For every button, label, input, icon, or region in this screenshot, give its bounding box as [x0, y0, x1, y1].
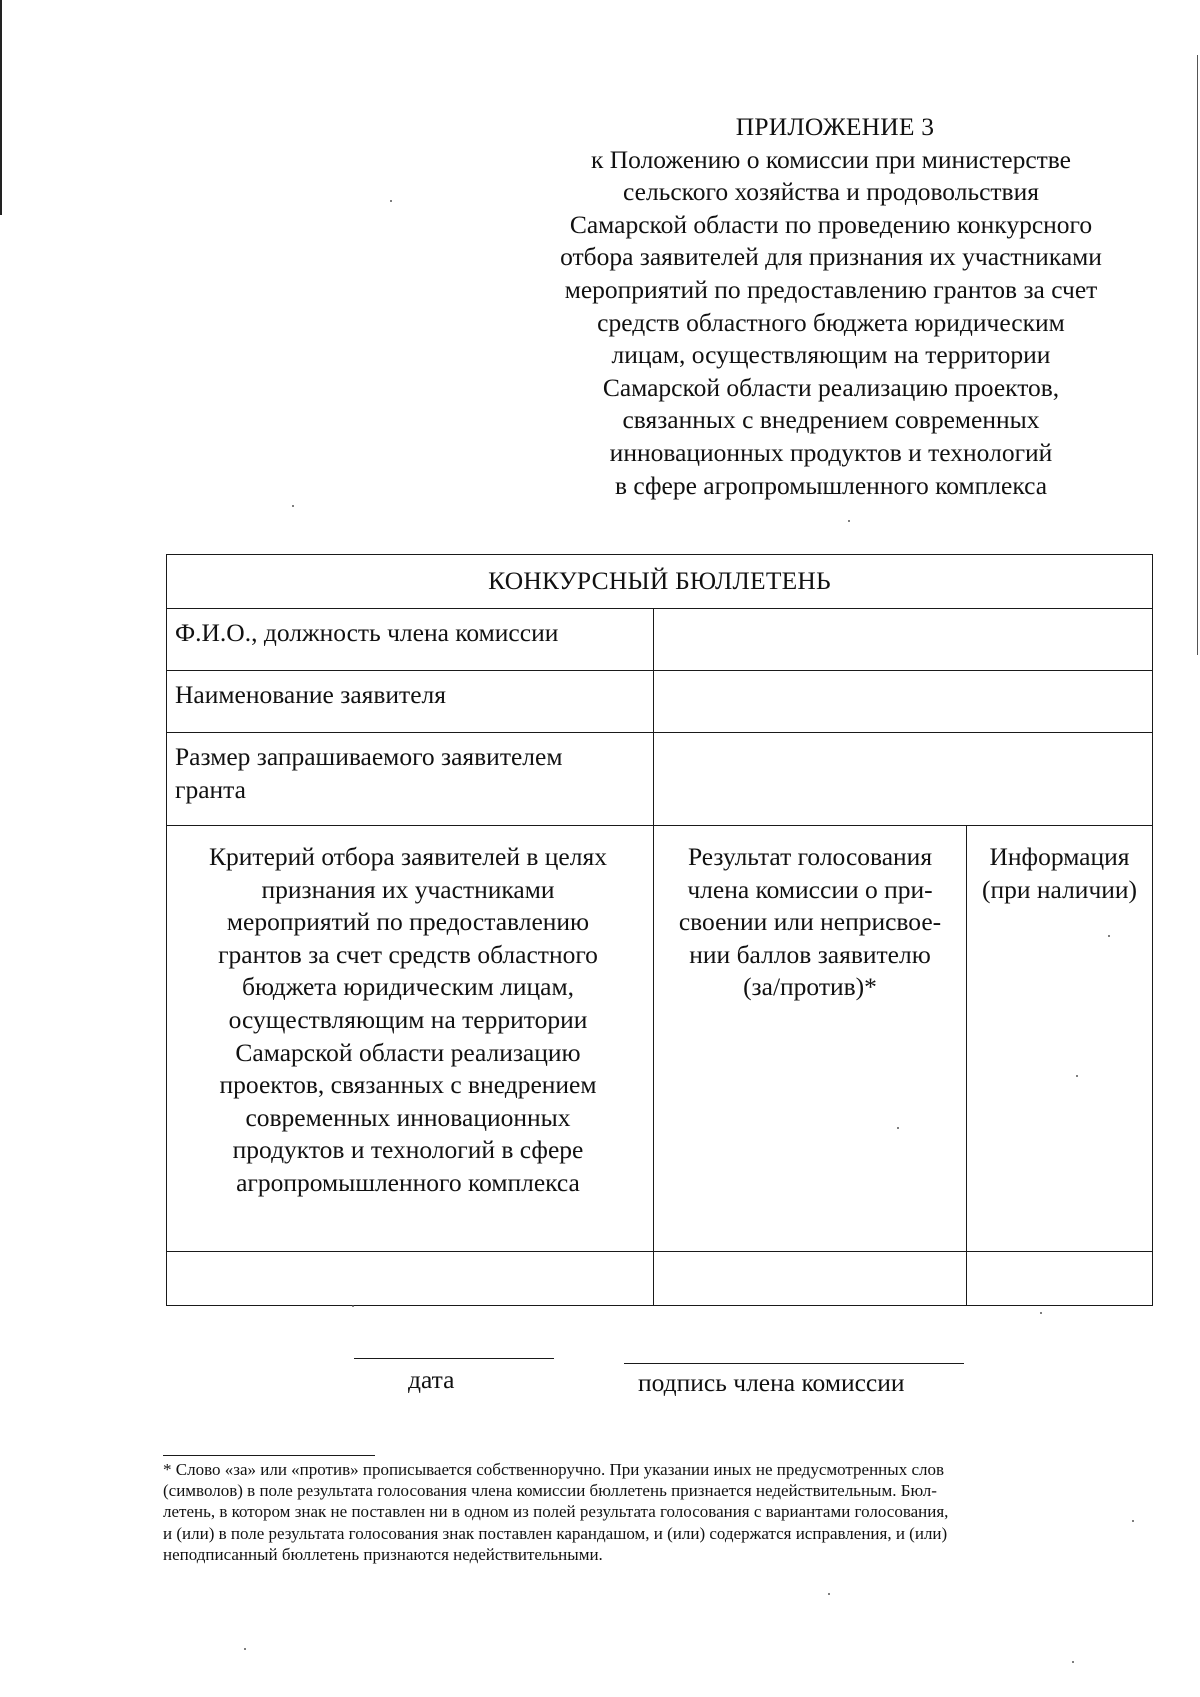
- criteria-header-line: современных инновационных: [245, 1102, 571, 1132]
- scan-speck: [1108, 935, 1110, 937]
- criteria-header-row: [167, 826, 1153, 1252]
- appendix-line: сельского хозяйства и продовольствия: [623, 177, 1039, 207]
- appendix-line: Самарской области по проведению конкурсного: [569, 209, 1093, 239]
- appendix-line: связанных с внедрением современных: [622, 405, 1040, 435]
- signature-line[interactable]: [624, 1363, 964, 1364]
- footnote: [163, 1459, 1111, 1565]
- ballot-entry-row: [167, 1252, 1153, 1306]
- grant-field[interactable]: [654, 733, 1153, 826]
- criteria-header-line: бюджета юридическим лицам,: [241, 972, 574, 1002]
- info-entry-cell[interactable]: [967, 1252, 1153, 1306]
- scan-speck: [1076, 1075, 1078, 1077]
- info-header: [967, 826, 1153, 1252]
- scan-speck: [352, 1305, 354, 1307]
- scan-edge-right: [1197, 55, 1198, 655]
- vote-header-line: Результат голосования: [687, 842, 933, 871]
- applicant-label: Наименование заявителя: [167, 671, 654, 733]
- grant-label: [167, 733, 654, 826]
- criteria-header-line: продуктов и технологий в сфере: [232, 1135, 584, 1165]
- date-line[interactable]: [354, 1358, 554, 1359]
- criteria-header: [167, 826, 654, 1252]
- appendix-line: отбора заявителей для признания их участниками: [560, 242, 1102, 272]
- fio-row: [167, 609, 1153, 671]
- date-label: дата: [408, 1365, 455, 1394]
- appendix-title: ПРИЛОЖЕНИЕ 3: [735, 112, 935, 141]
- vote-header-line: члена комиссии о при-: [687, 874, 933, 904]
- vote-header-line: своении или неприсвое-: [678, 907, 942, 937]
- footnote-line: (символов) в поле результата голосования члена комиссии бюллетень признается недействительным. Бюл-: [163, 1481, 937, 1501]
- footnote-line: летень, в котором знак не поставлен ни в одном из полей результата голосования с вариантами голосования,: [163, 1502, 949, 1522]
- vote-header: [654, 826, 967, 1252]
- criteria-header-line: проектов, связанных с внедрением: [219, 1070, 597, 1100]
- scan-edge-left: [0, 0, 2, 215]
- ballot-table: [166, 554, 1153, 1306]
- appendix-line: Самарской области реализацию проектов,: [602, 372, 1060, 402]
- criteria-header-line: осуществляющим на территории: [228, 1004, 588, 1034]
- grant-row: [167, 733, 1153, 826]
- info-header-line: (при наличии): [981, 874, 1138, 904]
- appendix-line: средств областного бюджета юридическим: [597, 307, 1065, 337]
- appendix-line: инновационных продуктов и технологий: [609, 437, 1053, 467]
- vote-header-line: нии баллов заявителю: [689, 939, 931, 969]
- criterion-entry-cell[interactable]: [167, 1252, 654, 1306]
- criteria-header-line: мероприятий по предоставлению: [226, 907, 590, 937]
- applicant-row: [167, 671, 1153, 733]
- appendix-header: [510, 111, 1152, 502]
- info-header-line: Информация: [989, 842, 1130, 871]
- scan-speck: [292, 505, 294, 507]
- grant-label-line: Размер запрашиваемого заявителем: [175, 742, 563, 771]
- signature-label: подпись члена комиссии: [638, 1368, 905, 1397]
- footnote-line: и (или) в поле результата голосования знак поставлен карандашом, и (или) содержатся исправления, и (или): [163, 1523, 948, 1543]
- ballot-title: КОНКУРСНЫЙ БЮЛЛЕТЕНЬ: [167, 555, 1153, 609]
- scan-speck: [1040, 1312, 1042, 1314]
- scan-speck: [897, 1127, 899, 1129]
- criteria-header-line: грантов за счет средств областного: [218, 939, 598, 969]
- ballot-title-row: [167, 555, 1153, 609]
- criteria-header-line: Критерий отбора заявителей в целях: [209, 842, 607, 871]
- scan-speck: [1072, 1661, 1074, 1663]
- fio-label: Ф.И.О., должность члена комиссии: [167, 609, 654, 671]
- scan-speck: [244, 1648, 246, 1650]
- footnote-line: неподписанный бюллетень признаются недействительными.: [163, 1544, 603, 1564]
- applicant-field[interactable]: [654, 671, 1153, 733]
- criteria-header-line: агропромышленного комплекса: [236, 1167, 580, 1197]
- criteria-header-line: признания их участниками: [261, 874, 555, 904]
- appendix-line: мероприятий по предоставлению грантов за счет: [564, 274, 1098, 304]
- footnote-line: * Слово «за» или «против» прописывается собственноручно. При указании иных не предусмотренных слов: [163, 1460, 945, 1479]
- appendix-line: к Положению о комиссии при министерстве: [590, 144, 1072, 174]
- scan-speck: [848, 520, 850, 522]
- scan-speck: [828, 1593, 830, 1595]
- criteria-header-line: Самарской области реализацию: [235, 1037, 581, 1067]
- scan-speck: [1132, 1520, 1134, 1522]
- fio-field[interactable]: [654, 609, 1153, 671]
- footnote-rule: [163, 1455, 375, 1456]
- grant-label-line: гранта: [175, 774, 246, 804]
- vote-header-line: (за/против)*: [743, 972, 877, 1002]
- appendix-line: лицам, осуществляющим на территории: [611, 340, 1051, 370]
- appendix-line: в сфере агропромышленного комплекса: [614, 470, 1048, 500]
- vote-entry-cell[interactable]: [654, 1252, 967, 1306]
- scan-speck: [390, 200, 392, 202]
